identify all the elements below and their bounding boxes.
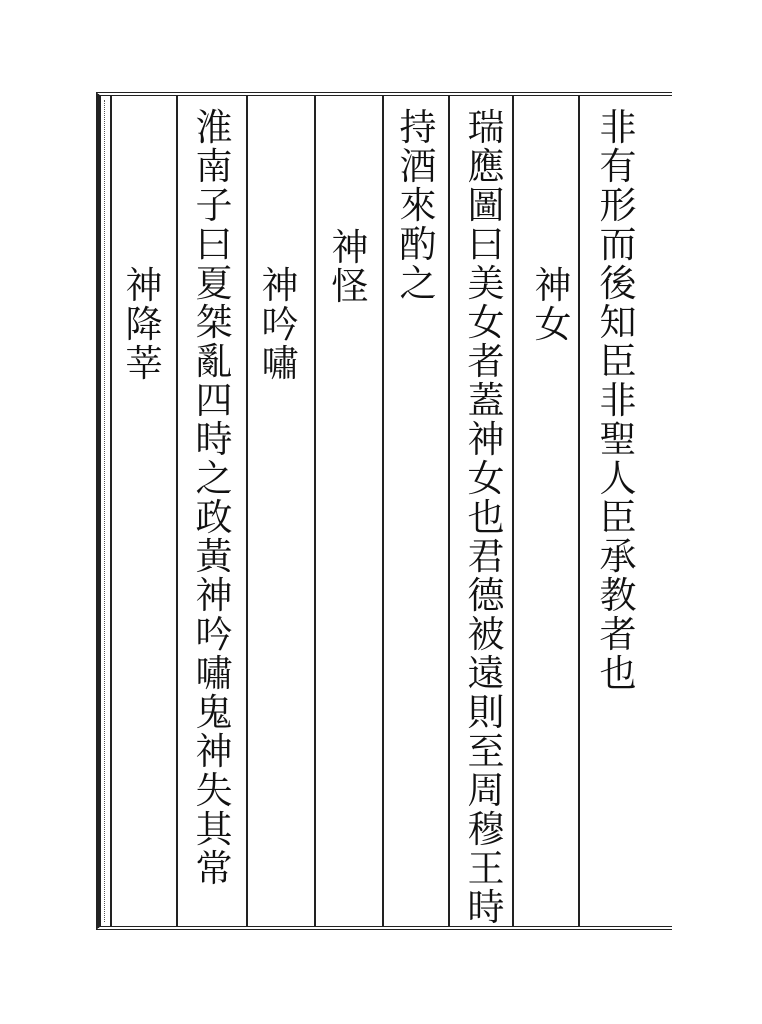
- glyph: 之: [399, 262, 437, 305]
- glyph: 也: [599, 652, 637, 695]
- text-column-2: [525, 266, 581, 344]
- glyph: 鬼: [195, 691, 233, 734]
- glyph: 而: [599, 223, 637, 266]
- glyph: 非: [599, 106, 637, 149]
- glyph: 莘: [125, 342, 163, 385]
- glyph: 德: [467, 574, 505, 617]
- glyph: 臣: [599, 340, 637, 383]
- glyph: 持: [399, 106, 437, 149]
- glyph: 神: [125, 264, 163, 307]
- glyph: 南: [195, 145, 233, 188]
- glyph: 亂: [195, 340, 233, 383]
- glyph: 政: [195, 496, 233, 539]
- glyph: 桀: [195, 301, 233, 344]
- glyph: 穆: [467, 808, 505, 851]
- glyph: 人: [599, 457, 637, 500]
- margin-strip: [650, 96, 672, 926]
- page-frame: [96, 92, 672, 930]
- glyph: 酌: [399, 223, 437, 266]
- glyph: 王: [467, 847, 505, 890]
- glyph: 黃: [195, 535, 233, 578]
- glyph: 聖: [599, 418, 637, 461]
- text-column-7: [186, 108, 242, 888]
- text-column-6: [252, 266, 308, 383]
- column-divider: [176, 96, 178, 926]
- glyph: 美: [467, 262, 505, 305]
- glyph: 女: [467, 301, 505, 344]
- glyph: 女: [534, 303, 572, 346]
- glyph: 臣: [599, 496, 637, 539]
- glyph: 則: [467, 691, 505, 734]
- column-divider: [382, 96, 384, 926]
- glyph: 之: [195, 457, 233, 500]
- glyph: 其: [195, 808, 233, 851]
- glyph: 神: [261, 264, 299, 307]
- glyph: 女: [467, 457, 505, 500]
- glyph: 怪: [331, 265, 369, 308]
- glyph: 常: [195, 847, 233, 890]
- glyph: 者: [467, 340, 505, 383]
- glyph: 時: [467, 886, 505, 929]
- glyph: 非: [599, 379, 637, 422]
- glyph: 形: [599, 184, 637, 227]
- column-divider: [246, 96, 248, 926]
- glyph: 失: [195, 769, 233, 812]
- glyph: 周: [467, 769, 505, 812]
- text-column-1: [590, 108, 646, 693]
- glyph: 君: [467, 535, 505, 578]
- glyph: 吟: [195, 613, 233, 656]
- glyph: 吟: [261, 303, 299, 346]
- glyph: 遠: [467, 652, 505, 695]
- column-divider: [314, 96, 316, 926]
- column-divider: [578, 96, 580, 926]
- glyph: 時: [195, 418, 233, 461]
- column-divider: [448, 96, 450, 926]
- text-column-4: [390, 108, 446, 303]
- glyph: 後: [599, 262, 637, 305]
- glyph: 降: [125, 303, 163, 346]
- text-column-5: [322, 228, 378, 306]
- glyph: 有: [599, 145, 637, 188]
- glyph: 蓋: [467, 379, 505, 422]
- text-column-8: [116, 266, 172, 383]
- glyph: 嘯: [261, 342, 299, 385]
- glyph: 瑞: [467, 106, 505, 149]
- glyph: 神: [467, 418, 505, 461]
- glyph: 神: [195, 730, 233, 773]
- glyph: 嘯: [195, 652, 233, 695]
- column-divider: [110, 96, 112, 926]
- glyph: 者: [599, 613, 637, 656]
- glyph: 來: [399, 184, 437, 227]
- glyph: 夏: [195, 262, 233, 305]
- glyph: 被: [467, 613, 505, 656]
- glyph: 圖: [467, 184, 505, 227]
- glyph: 至: [467, 730, 505, 773]
- glyph: 子: [195, 184, 233, 227]
- glyph: 承: [599, 535, 637, 578]
- glyph: 曰: [195, 223, 233, 266]
- glyph: 知: [599, 301, 637, 344]
- glyph: 神: [195, 574, 233, 617]
- glyph: 也: [467, 496, 505, 539]
- glyph: 教: [599, 574, 637, 617]
- glyph: 神: [331, 226, 369, 269]
- glyph: 神: [534, 264, 572, 307]
- glyph: 曰: [467, 223, 505, 266]
- glyph: 淮: [195, 106, 233, 149]
- glyph: 四: [195, 379, 233, 422]
- text-column-3: [458, 108, 514, 927]
- frame-inner-edge: [104, 100, 105, 922]
- glyph: 酒: [399, 145, 437, 188]
- glyph: 應: [467, 145, 505, 188]
